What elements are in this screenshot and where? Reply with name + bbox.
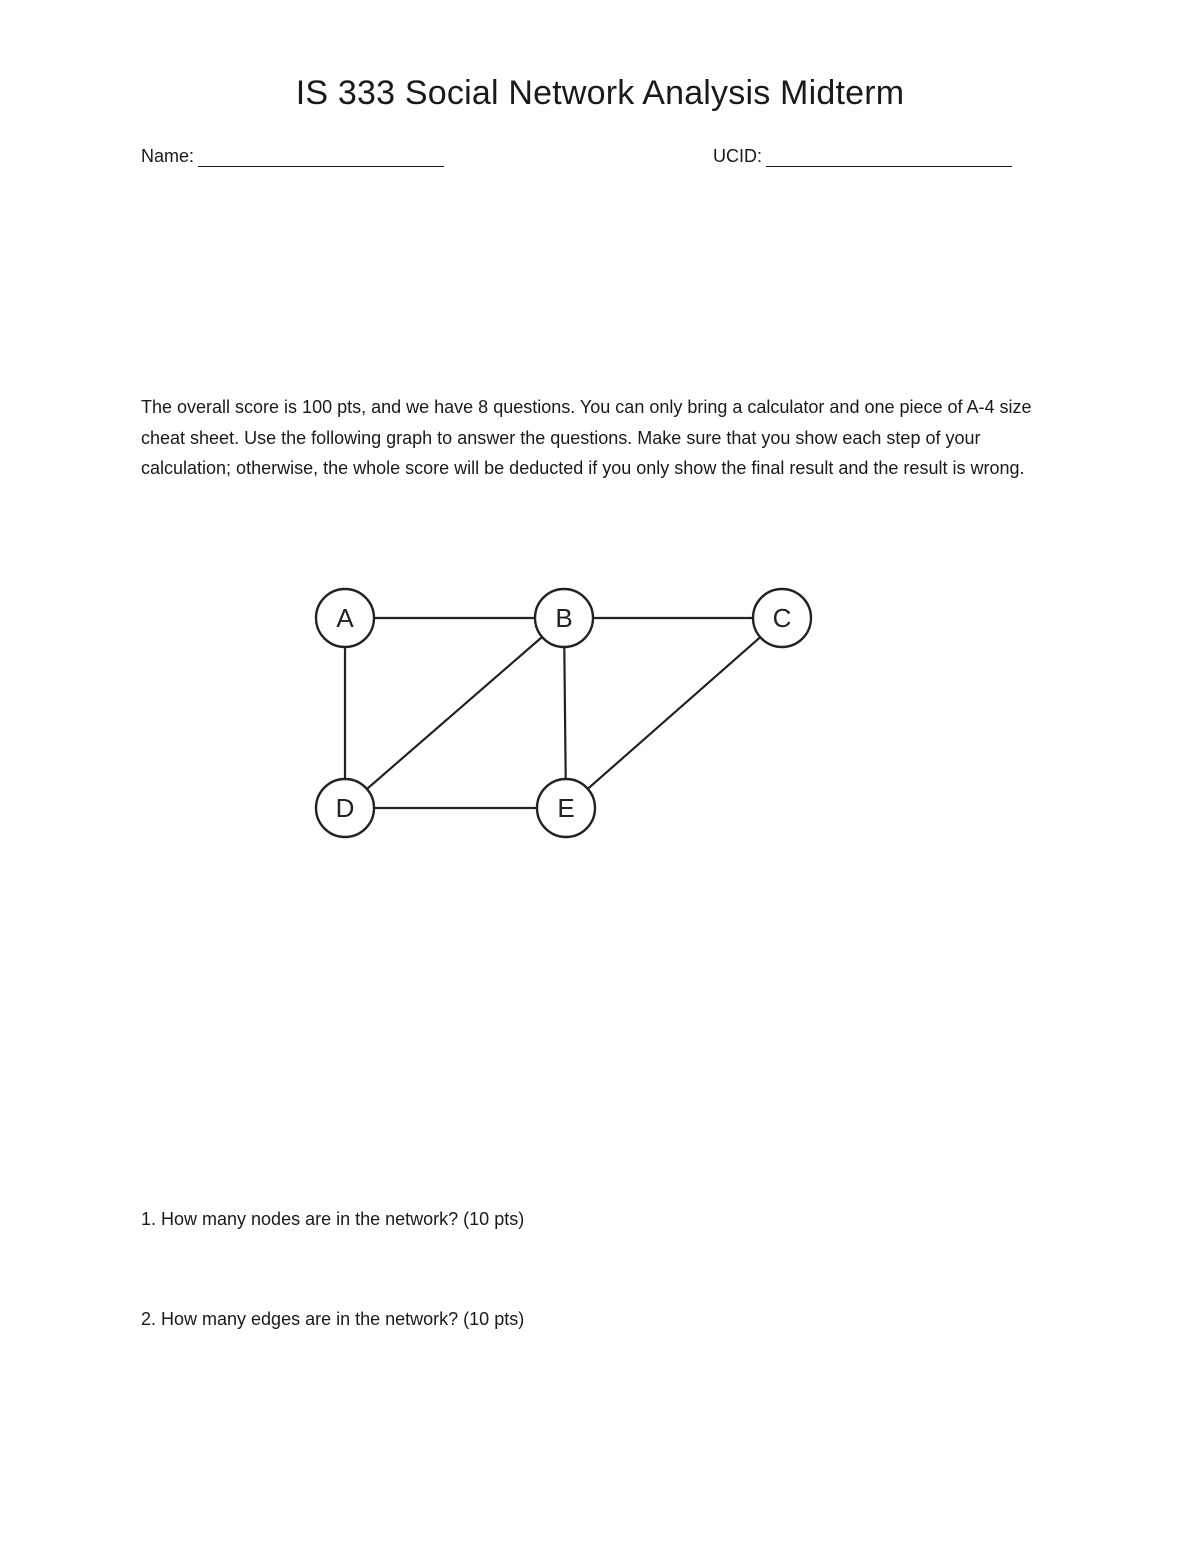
node-label-C: C bbox=[772, 603, 792, 633]
node-E bbox=[537, 779, 595, 837]
edge-D-B bbox=[367, 637, 542, 789]
page-title: IS 333 Social Network Analysis Midterm bbox=[295, 74, 905, 112]
question-2: 2. How many edges are in the network? (10 pts) bbox=[141, 1309, 525, 1329]
node-A bbox=[316, 589, 374, 647]
ucid-field bbox=[713, 146, 1012, 167]
name-label: Name: bbox=[141, 146, 195, 166]
network-graph bbox=[300, 570, 840, 860]
edge-E-C bbox=[588, 637, 760, 789]
node-C bbox=[753, 589, 811, 647]
edge-B-E bbox=[564, 647, 565, 779]
node-label-E: E bbox=[557, 793, 575, 823]
node-label-A: A bbox=[336, 603, 354, 633]
name-field bbox=[141, 146, 444, 167]
name-blank-line[interactable] bbox=[198, 146, 444, 167]
graph-edges bbox=[345, 618, 760, 808]
graph-nodes bbox=[316, 589, 811, 837]
node-B bbox=[535, 589, 593, 647]
node-label-D: D bbox=[335, 793, 355, 823]
node-D bbox=[316, 779, 374, 837]
ucid-label: UCID: bbox=[713, 146, 762, 166]
node-label-B: B bbox=[555, 603, 573, 633]
ucid-blank-line[interactable] bbox=[766, 146, 1012, 167]
instructions-paragraph: The overall score is 100 pts, and we have 8 questions. You can only bring a calculator and one piece of A-4 size cheat sheet. Use the following graph to answer the questions. Make sure that you show each step of your calculation; otherwise, the whole score will be deducted if you only show the final result and the result is wrong. bbox=[141, 397, 1032, 478]
question-1: 1. How many nodes are in the network? (10 pts) bbox=[141, 1209, 525, 1229]
